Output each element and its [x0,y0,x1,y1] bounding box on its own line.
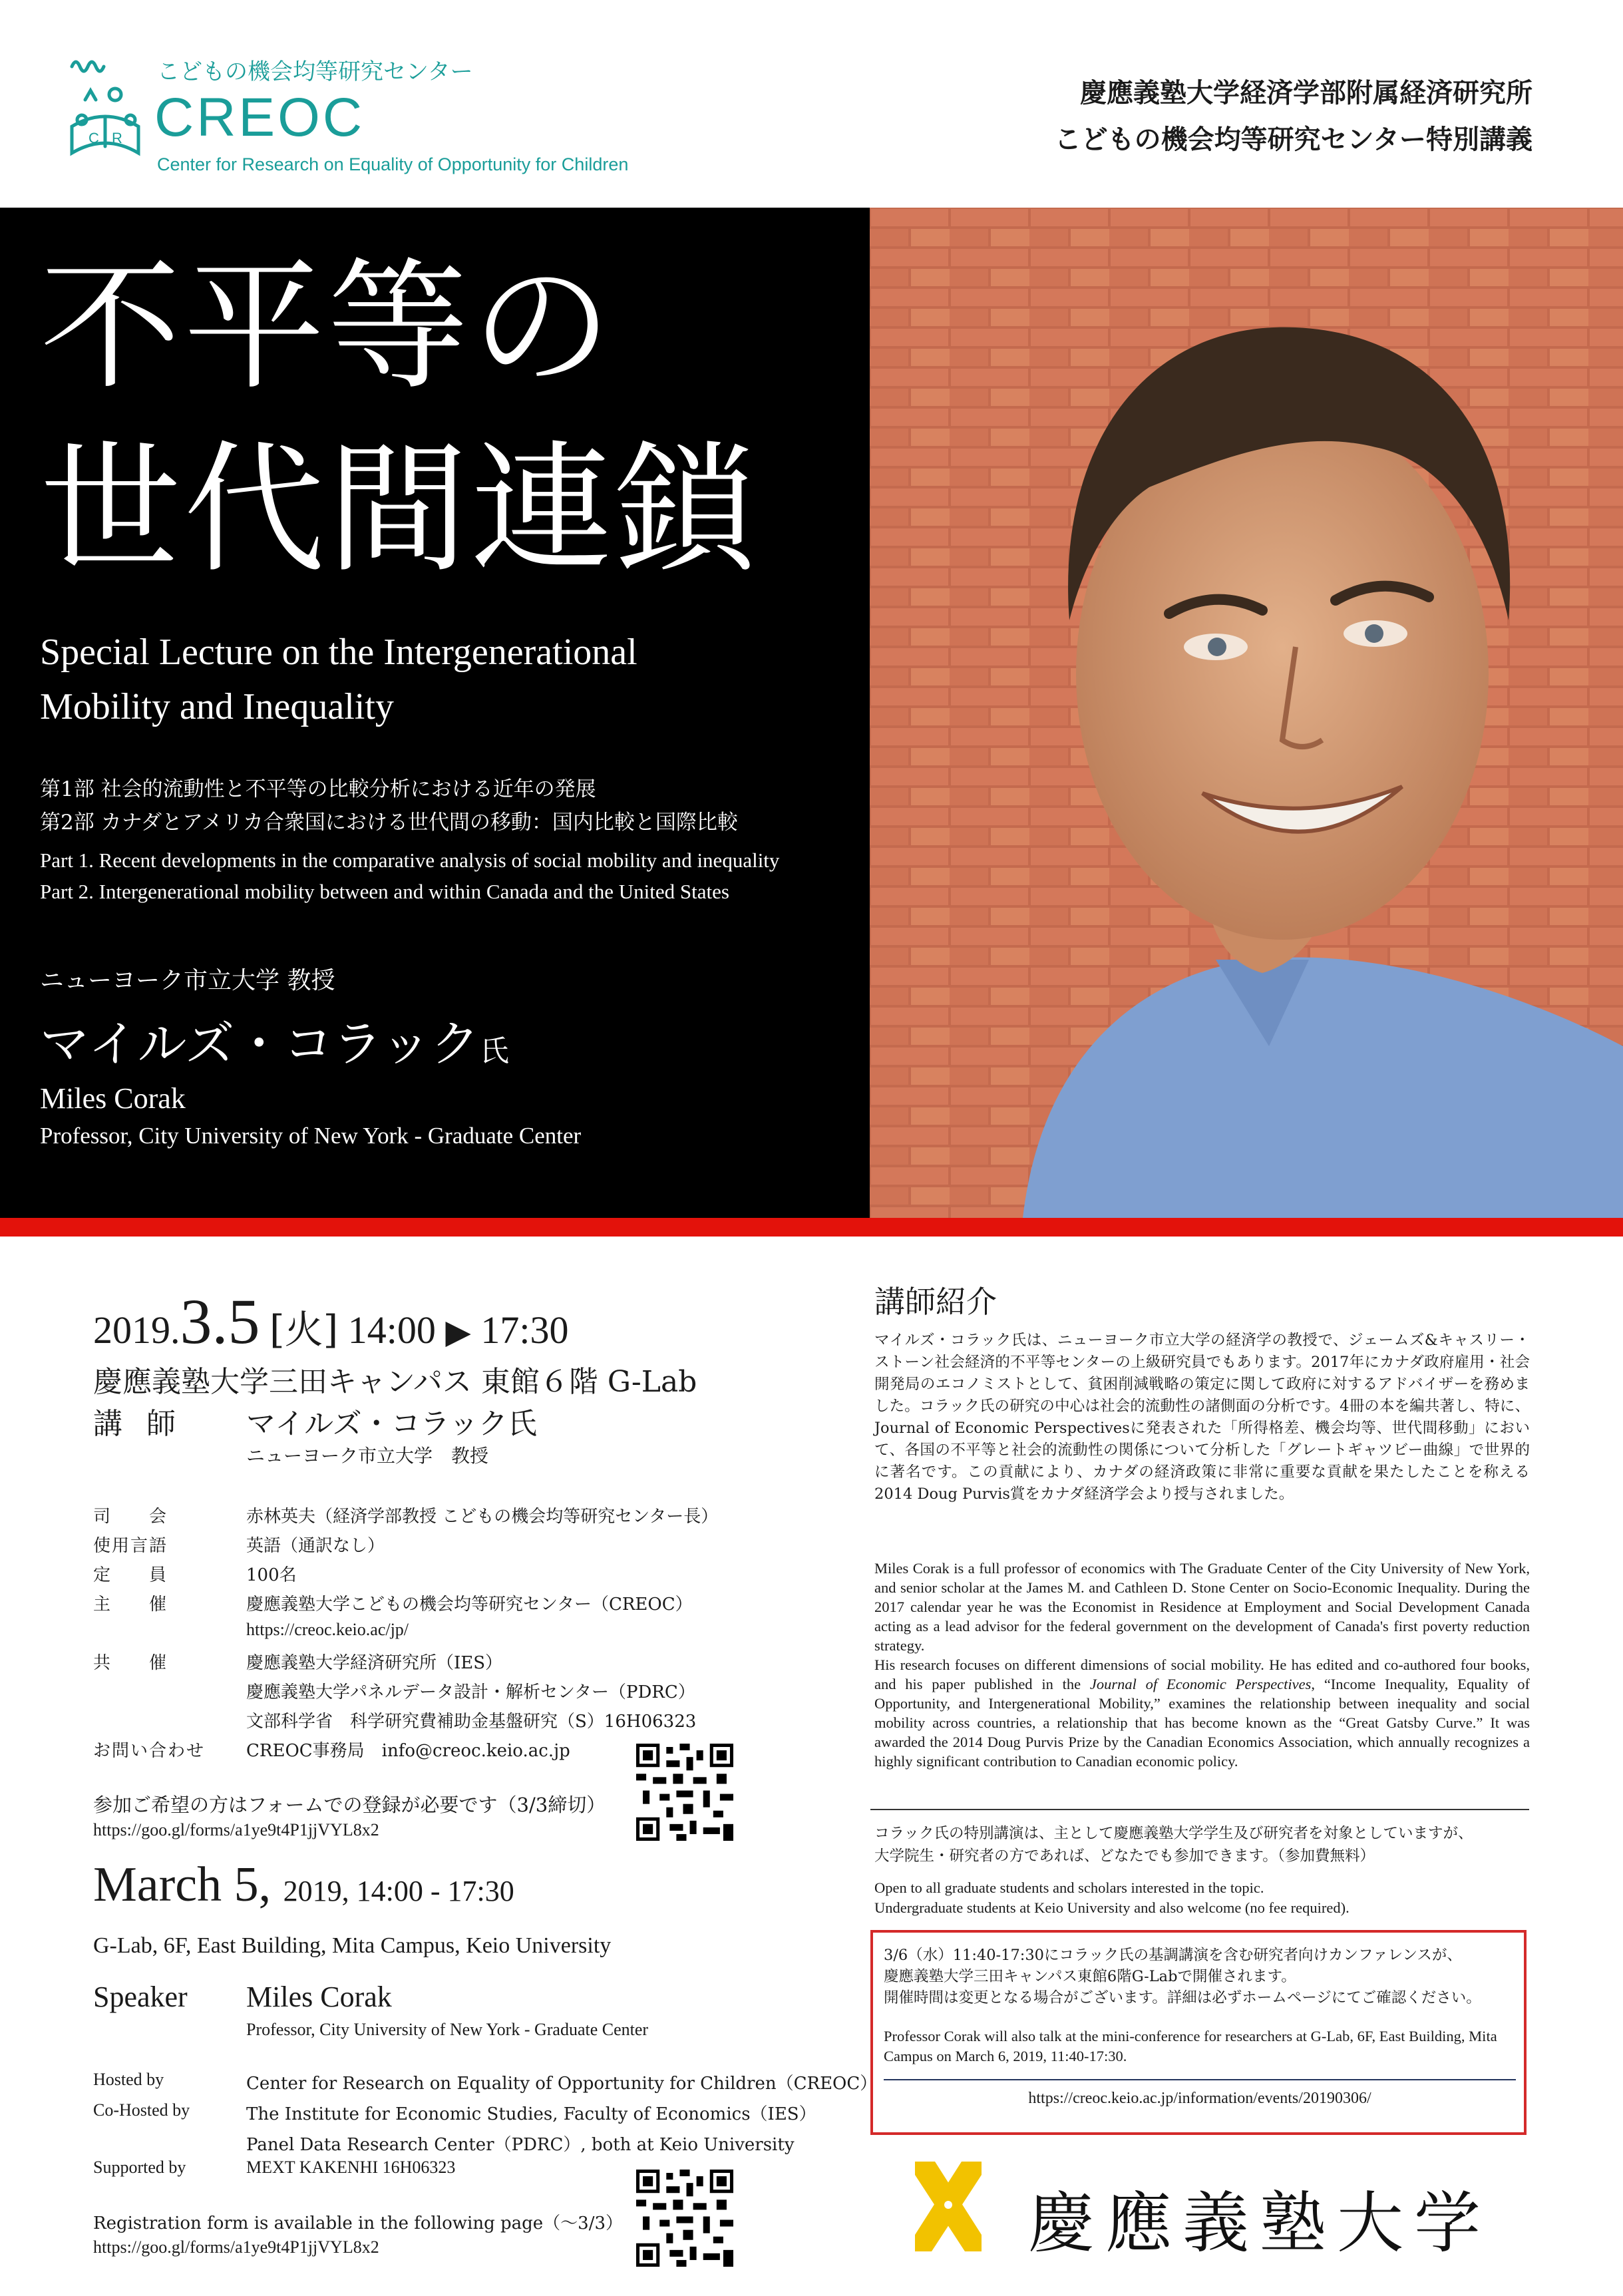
section-divider [870,1809,1529,1810]
creoc-logo-icon [59,53,152,166]
detail-value: 100名 [246,1565,297,1585]
registration-form-link[interactable]: https://goo.gl/forms/a1ye9t4P1jjVYL8x2 [93,1820,379,1839]
detail-value: 慶應義塾大学経済研究所（IES） [246,1653,503,1673]
lecturer-name: マイルズ・コラック氏 [246,1407,537,1441]
note-en-line: Undergraduate students at Keio University and also welcome (no fee required). [874,1899,1350,1916]
creoc-japanese-name: こどもの機会均等研究センター [157,59,473,85]
conference-url-link[interactable]: https://creoc.keio.ac.jp/information/events/20190306/ [1028,2090,1371,2107]
speaker-name-en: Miles Corak [40,1082,186,1115]
intro-body-en [874,1559,1530,1771]
intro-body-en-paragraph-1: Miles Corak is a full professor of economics with The Graduate Center of the City University of New York, and senior scholar at the James M. and Cathleen D. Stone Center on Socio-Economic Inequality. During the 2017 calendar year he was the Economist in Residence at Employment and Social Development Canada acting as a lead advisor for the federal government on the development of Canada's first poverty reduction strategy. [874,1560,1530,1654]
speaker-affiliation-jp: ニューヨーク市立大学 教授 [40,967,335,994]
part-1-en: Part 1. Recent developments in the comparative analysis of social mobility and inequality [40,849,780,872]
detail-value: 英語（通訳なし） [246,1536,385,1556]
intro-body-jp: マイルズ・コラック氏は、ニューヨーク市立大学の経済学の教授で、ジェームズ&キャスリー・ストーン社会経済的不平等センターの上級研究員でもあります。2017年にカナダ政府雇用・社会開発局のエコノミストとして、貧困削減戦略の策定に関して政府に対するアドバイザーを務めました。コラック氏の研究の中心は社会的流動性の諸側面の分析です。4冊の本を編共著し、特に、Journal of Economic Perspectivesに発表された「所得格差、機会均等、世代間移動」において、各国の不平等と社会的流動性の関係について分析した「グレートギャツビー曲線」で世界的に著名です。この貢献により、カナダの経済政策に非常に重要な貢献を果たしたことを称える2014 Doug Purvis賞をカナダ経済学会より授与されました。 [874,1332,1530,1503]
intro-heading: 講師紹介 [874,1284,997,1320]
creoc-english-name: Center for Research on Equality of Opportunity for Children [157,154,629,174]
speaker-name-en-detail: Miles Corak [246,1981,392,2013]
detail-label-en: Co-Hosted by [93,2100,190,2120]
event-month-day: 3.5 [180,1286,260,1357]
arrow-icon: ▶ [445,1313,471,1350]
part-2-jp: 第2部 カナダとアメリカ合衆国における世代間の移動：国内比較と国際比較 [40,811,738,835]
event-year: 2019. [93,1308,180,1352]
event-end-time: 17:30 [480,1308,569,1352]
svg-text:C: C [89,130,99,146]
registration-notice-jp: 参加ご希望の方はフォームでの登録が必要です（3/3締切） [93,1794,606,1816]
registration-form-link-en[interactable]: https://goo.gl/forms/a1ye9t4P1jjVYL8x2 [93,2237,379,2257]
note-en-line: Open to all graduate students and scholars interested in the topic. [874,1879,1264,1896]
detail-value-en: Panel Data Research Center（PDRC）, both at Keio University [246,2135,795,2155]
speaker-name-jp-text: マイルズ・コラック [40,1016,480,1073]
pen-logo-icon [908,2155,988,2255]
note-jp-line: コラック氏の特別講演は、主として慶應義塾大学学生及び研究者を対象としていますが、 [874,1825,1473,1842]
subtitle-en-line-2: Mobility and Inequality [40,686,394,727]
conference-divider [884,2079,1516,2080]
journal-title: Journal of Economic Perspectives [1089,1676,1312,1692]
participation-note-en [874,1878,1530,1918]
detail-label: 共 催 [93,1653,168,1673]
detail-value-en: MEXT KAKENHI 16H06323 [246,2158,456,2177]
conference-jp-line: 慶應義塾大学三田キャンパス東館6階G-Labで開催されます。 [884,1968,1296,1985]
venue-jp: 慶應義塾大学三田キャンパス 東館６階 G-Lab [93,1365,697,1399]
speaker-affiliation-en: Professor, City University of New York - Graduate Center [246,2020,649,2039]
speaker-name-jp [40,1005,509,1075]
red-divider-band [0,1218,1623,1237]
title-line-1: 不平等の [40,244,615,409]
intro-body-en-text: , “Income Inequality, Equality of Opportunity, and Intergenerational Mobility,” examines the relationship between inequality and social mobility across countries, a relationship that has become known as the “Great Gatsby Curve.” It was awarded the 2014 Doug Purvis Prize by the Canadian Economics Association, which annually recognizes a highly significant contribution to Canadian economic policy. [874,1676,1530,1770]
intro-body-en-text: His research focuses on different dimensions of social mobility. He has edited and co-authored four books, and his paper published in the [874,1656,1530,1692]
conference-notice-jp [884,1945,1516,2009]
subtitle-en-line-1: Special Lecture on the Intergenerational [40,632,637,673]
participation-note-jp [874,1822,1530,1867]
organizer-line-2: こどもの機会均等研究センター特別講義 [1054,124,1533,155]
detail-value-en: Center for Research on Equality of Opportunity for Children（CREOC） [246,2074,878,2094]
keio-university-name: 慶應義塾大学 [1028,2184,1491,2262]
part-2-en: Part 2. Intergenerational mobility between and within Canada and the United States [40,880,729,903]
contact-value: CREOC事務局 info@creoc.keio.ac.jp [246,1741,570,1761]
event-start-time: 14:00 [347,1308,436,1352]
registration-notice-en: Registration form is available in the following page（～3/3） [93,2213,624,2233]
creoc-logo-text: CREOC [154,87,365,148]
detail-label-en: Hosted by [93,2070,164,2089]
lecturer-label: 講師 [93,1407,200,1441]
detail-label: 定 員 [93,1565,168,1585]
venue-en: G-Lab, 6F, East Building, Mita Campus, Keio University [93,1933,612,1958]
detail-value: 慶應義塾大学パネルデータ設計・解析センター（PDRC） [246,1682,695,1702]
qr-code-icon [636,2170,733,2267]
detail-label: 使用言語 [93,1536,168,1556]
creoc-url[interactable]: https://creoc.keio.ac/jp/ [246,1620,409,1639]
lecturer-affiliation: ニューヨーク市立大学 教授 [246,1445,489,1467]
part-1-jp: 第1部 社会的流動性と不平等の比較分析における近年の発展 [40,777,596,801]
event-date-en-main: March 5, [93,1857,271,1912]
detail-value: 文部科学省 科学研究費補助金基盤研究（S）16H06323 [246,1712,697,1732]
speaker-label-en: Speaker [93,1981,188,2013]
detail-value: 赤林英夫（経済学部教授 こどもの機会均等研究センター長） [246,1507,719,1527]
conference-jp-line: 3/6（水）11:40-17:30にコラック氏の基調講演を含む研究者向けカンファレンスが、 [884,1947,1462,1964]
event-date-en [93,1857,514,1913]
speaker-honorific: 氏 [479,1034,509,1068]
event-date-en-time: 2019, 14:00 - 17:30 [283,1875,514,1907]
event-date-jp [93,1284,568,1358]
detail-label: 司 会 [93,1507,168,1527]
svg-text:R: R [112,130,122,146]
speaker-photo [870,208,1623,1218]
detail-label: お問い合わせ [93,1741,206,1761]
intro-body-en-paragraph-2 [874,1655,1530,1771]
note-jp-line: 大学院生・研究者の方であれば、どなたでも参加できます。（参加費無料） [874,1847,1375,1865]
organizer-line-1: 慶應義塾大学経済学部附属経済研究所 [1080,77,1533,108]
detail-label: 主 催 [93,1595,168,1615]
speaker-title-en: Professor, City University of New York - Graduate Center [40,1123,582,1149]
title-line-2: 世代間連鎖 [40,427,759,592]
event-weekday: [火] [270,1307,339,1352]
detail-value-en: The Institute for Economic Studies, Faculty of Economics（IES） [246,2104,816,2124]
detail-label-en: Supported by [93,2158,186,2177]
conference-jp-line: 開催時間は変更となる場合がございます。詳細は必ずホームページにてご確認ください。 [884,1989,1481,2007]
detail-value: 慶應義塾大学こどもの機会均等研究センター（CREOC） [246,1595,693,1615]
qr-code-icon [636,1744,733,1841]
conference-notice-en: Professor Corak will also talk at the mini-conference for researchers at G-Lab, 6F, East Building, Mita Campus on March 6, 2019, 11:40-17:30. [884,2028,1497,2064]
